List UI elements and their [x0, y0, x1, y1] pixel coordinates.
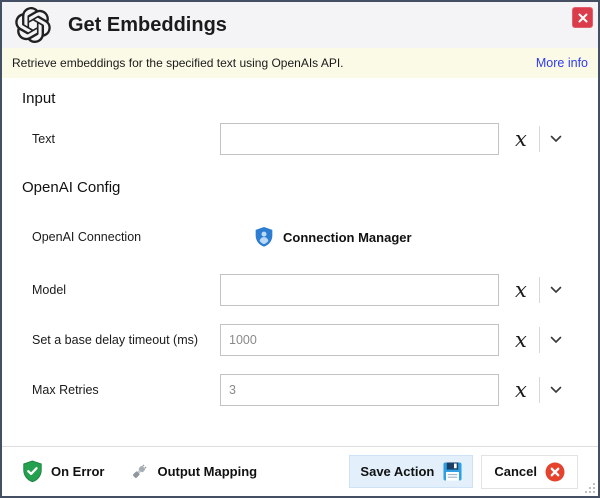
- picker-divider: [539, 327, 540, 353]
- delay-input[interactable]: [220, 324, 499, 356]
- chevron-down-icon[interactable]: [550, 336, 562, 344]
- retries-field-row: [22, 374, 578, 406]
- delay-field-row: [22, 324, 578, 356]
- section-title-input: Input: [22, 90, 56, 107]
- shield-check-icon: [22, 460, 43, 483]
- text-input[interactable]: [220, 123, 499, 155]
- retries-field-label: Max Retries: [32, 383, 99, 397]
- text-variable-picker: [513, 126, 562, 152]
- chevron-down-icon[interactable]: [550, 135, 562, 143]
- text-field-label: Text: [32, 132, 55, 146]
- picker-divider: [539, 126, 540, 152]
- save-action-button[interactable]: [349, 455, 473, 488]
- resize-grip[interactable]: [583, 481, 596, 494]
- variable-picker-icon[interactable]: x: [515, 327, 527, 352]
- picker-divider: [539, 377, 540, 403]
- text-field-row: [22, 123, 578, 155]
- connection-field-label: OpenAI Connection: [32, 230, 142, 244]
- close-icon: [578, 13, 588, 23]
- output-mapping-label: Output Mapping: [157, 464, 258, 479]
- connection-area: [220, 226, 499, 248]
- section-title-openai-config: OpenAI Config: [22, 179, 121, 196]
- delay-variable-picker: [513, 327, 562, 353]
- description-bar: [2, 48, 598, 78]
- retries-input[interactable]: [220, 374, 499, 406]
- connection-manager-button[interactable]: [254, 226, 412, 248]
- cancel-button[interactable]: [481, 455, 578, 489]
- titlebar: [2, 2, 598, 48]
- variable-picker-icon[interactable]: x: [515, 277, 527, 302]
- footer: [2, 446, 598, 496]
- delay-field-label: Set a base delay timeout (ms): [32, 333, 199, 347]
- cancel-circle-x-icon: [545, 462, 565, 482]
- on-error-label: On Error: [51, 464, 105, 479]
- shield-user-icon: [254, 226, 274, 248]
- on-error-button[interactable]: [22, 460, 104, 483]
- more-info-link[interactable]: More info: [535, 56, 588, 70]
- chevron-down-icon[interactable]: [550, 286, 562, 294]
- connection-manager-label: Connection Manager: [283, 229, 412, 245]
- retries-variable-picker: [513, 377, 562, 403]
- connection-field-row: [22, 224, 578, 250]
- description-text: Retrieve embeddings for the specified text using OpenAIs API.: [12, 56, 344, 70]
- save-action-label: Save Action: [360, 464, 435, 479]
- model-field-row: [22, 274, 578, 306]
- plug-icon: [130, 462, 149, 481]
- variable-picker-icon[interactable]: x: [515, 377, 527, 402]
- model-field-label: Model: [32, 283, 67, 297]
- close-button[interactable]: [572, 7, 593, 28]
- dialog-title: Get Embeddings: [68, 13, 227, 36]
- chevron-down-icon[interactable]: [550, 386, 562, 394]
- picker-divider: [539, 277, 540, 303]
- cancel-label: Cancel: [494, 464, 537, 479]
- floppy-disk-icon: [443, 462, 462, 481]
- dialog-body: [2, 78, 598, 446]
- openai-logo-icon: [14, 6, 52, 44]
- model-variable-picker: [513, 277, 562, 303]
- variable-picker-icon[interactable]: x: [515, 126, 527, 151]
- model-input[interactable]: [220, 274, 499, 306]
- output-mapping-button[interactable]: [130, 462, 257, 481]
